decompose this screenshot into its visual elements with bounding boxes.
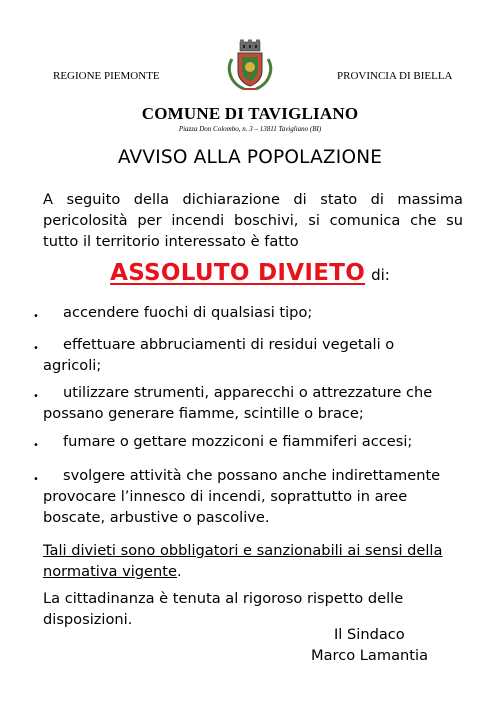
signature-title: Il Sindaco <box>334 626 405 643</box>
citizens-note: La cittadinanza è tenuta al rigoroso rispetto delle disposizioni. <box>43 590 404 628</box>
municipal-coat-of-arms-icon <box>220 39 280 91</box>
list-item <box>43 302 468 323</box>
intro-line: tutto il territorio interessato è fatto <box>43 233 299 250</box>
list-item-text: fumare o gettare mozziconi e fiammiferi accesi; <box>63 433 413 450</box>
list-item-text: accendere fuochi di qualsiasi tipo; <box>63 304 313 321</box>
prohibition-suffix: di: <box>371 266 390 284</box>
bullet-icon: • <box>33 343 39 354</box>
list-item <box>43 431 468 452</box>
region-label: REGIONE PIEMONTE <box>53 70 160 82</box>
notice-title: AVVISO ALLA POPOLAZIONE <box>117 147 383 168</box>
bullet-icon: • <box>33 311 39 322</box>
municipality-title: COMUNE DI TAVIGLIANO <box>141 104 359 123</box>
list-item-text: utilizzare strumenti, apparecchi o attrezzature che possano generare fiamme, scintille o brace; <box>43 384 433 422</box>
prohibition-heading <box>0 260 500 286</box>
mandatory-note-end: . <box>176 563 182 580</box>
list-item <box>43 465 465 528</box>
prohibition-label: ASSOLUTO DIVIETO <box>110 260 366 286</box>
bullet-icon: • <box>33 474 39 485</box>
list-item <box>43 382 448 424</box>
mandatory-note-text: Tali divieti sono obbligatori e sanzionabili ai sensi della normativa vigente <box>43 542 443 580</box>
list-item-text: effettuare abbruciamenti di residui vegetali o agricoli; <box>43 336 395 374</box>
municipality-address: Piazza Don Colombo, n. 3 – 13811 Tavigliano (BI) <box>178 125 322 133</box>
province-label: PROVINCIA DI BIELLA <box>337 70 453 82</box>
signature-name: Marco Lamantia <box>311 647 429 664</box>
mandatory-note <box>43 540 463 582</box>
list-item-text: svolgere attività che possano anche indirettamente provocare l’innesco di incendi, soprattutto in aree boscate, arbustive o pascolive. <box>43 467 441 526</box>
intro-line: pericolosità per incendi boschivi, si comunica che su <box>43 212 463 229</box>
bullet-icon: • <box>33 391 39 402</box>
bullet-icon: • <box>33 440 39 451</box>
list-item <box>43 334 448 376</box>
intro-line: A seguito della dichiarazione di stato di massima <box>43 191 463 208</box>
